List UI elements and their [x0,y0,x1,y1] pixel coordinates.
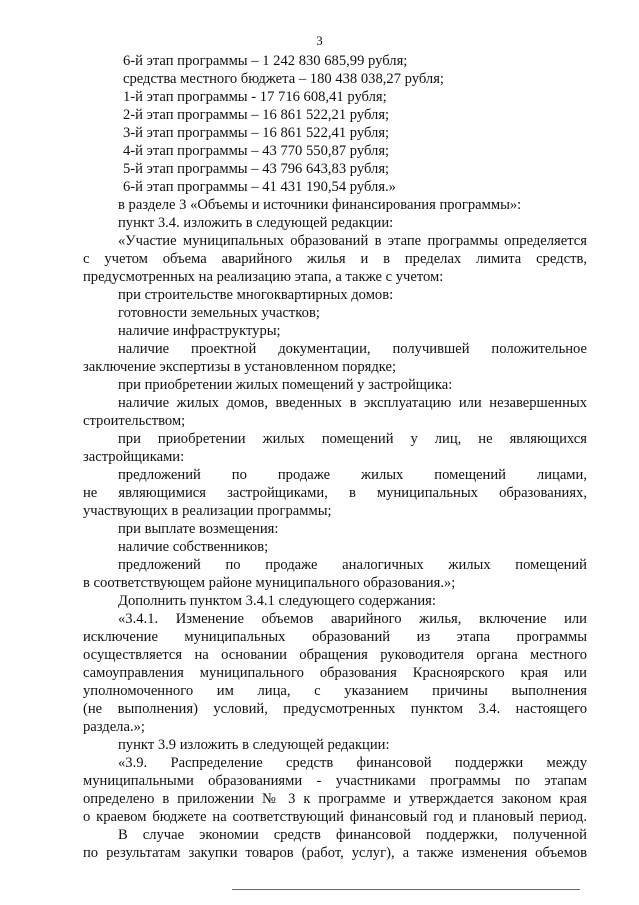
document-body [83,52,587,862]
page-number: 3 [316,33,323,48]
text-line: застройщиками: [83,449,185,465]
text-line: В случае экономии средств финансовой поддержки, полученной [118,827,587,843]
text-line: с учетом объема аварийного жилья и в пределах лимита средств, [83,251,587,267]
text-line: предусмотренных на реализацию этапа, а также с учетом: [83,269,444,285]
text-line: уполномоченного им лица, с указанием причины выполнения [83,683,587,699]
text-line: самоуправления муниципального образования Красноярского края или [83,665,587,681]
text-line: в разделе 3 «Объемы и источники финансирования программы»: [118,197,522,213]
bottom-rule [232,889,580,890]
text-line: в соответствующем районе муниципального образования.»; [83,575,456,591]
text-line: муниципальными образованиями - участниками программы по этапам [83,773,587,789]
text-line: о краевом бюджете на соответствующий финансовый год и плановый период. [83,809,587,825]
text-line: по результатам закупки товаров (работ, услуг), а также изменения объемов [83,845,587,861]
text-line: раздела.»; [83,719,145,735]
text-line: при строительстве многоквартирных домов: [118,287,394,303]
text-line: «Участие муниципальных образований в этапе программы определяется [118,233,587,249]
text-line: 3-й этап программы – 16 861 522,41 рубля; [123,125,390,141]
text-line: при приобретении жилых помещений у застройщика: [118,377,453,393]
text-line: «3.9. Распределение средств финансовой поддержки между [118,755,587,771]
text-line: наличие проектной документации, получившей положительное [118,341,587,357]
text-line: «3.4.1. Изменение объемов аварийного жилья, включение или [118,611,587,627]
text-line: пункт 3.4. изложить в следующей редакции: [118,215,394,231]
text-line: участвующих в реализации программы; [83,503,332,519]
text-line: не являющимися застройщиками, в муниципальных образованиях, [83,485,587,501]
text-line: наличие инфраструктуры; [118,323,281,339]
text-line: 4-й этап программы – 43 770 550,87 рубля; [123,143,390,159]
text-line: Дополнить пунктом 3.4.1 следующего содержания: [118,593,436,609]
text-line: исключение муниципальных образований из этапа программы [83,629,587,645]
text-line: 5-й этап программы – 43 796 643,83 рубля; [123,161,390,177]
text-line: пункт 3.9 изложить в следующей редакции: [118,737,390,753]
text-line: 2-й этап программы – 16 861 522,21 рубля; [123,107,390,123]
text-line: определено в приложении № 3 к программе и утверждается законом края [83,791,587,807]
text-line: наличие жилых домов, введенных в эксплуатацию или незавершенных [118,395,587,411]
text-line: готовности земельных участков; [118,305,320,321]
text-line: 1-й этап программы - 17 716 608,41 рубля; [123,89,387,105]
text-line: предложений по продаже аналогичных жилых помещений [118,557,587,573]
text-line: осуществляется на основании обращения руководителя органа местного [83,647,587,663]
text-line: наличие собственников; [118,539,269,555]
text-line: строительством; [83,413,186,429]
text-line: 6-й этап программы – 41 431 190,54 рубля.» [123,179,396,195]
text-line: средства местного бюджета – 180 438 038,27 рубля; [123,71,444,87]
text-line: 6-й этап программы – 1 242 830 685,99 рубля; [123,53,408,69]
text-line: (не выполнения) условий, предусмотренных пунктом 3.4. настоящего [83,701,587,717]
text-line: заключение экспертизы в установленном порядке; [83,359,397,375]
text-line: при выплате возмещения: [118,521,279,537]
text-line: при приобретении жилых помещений у лиц, не являющихся [118,431,587,447]
text-line: предложений по продаже жилых помещений лицами, [118,467,587,483]
